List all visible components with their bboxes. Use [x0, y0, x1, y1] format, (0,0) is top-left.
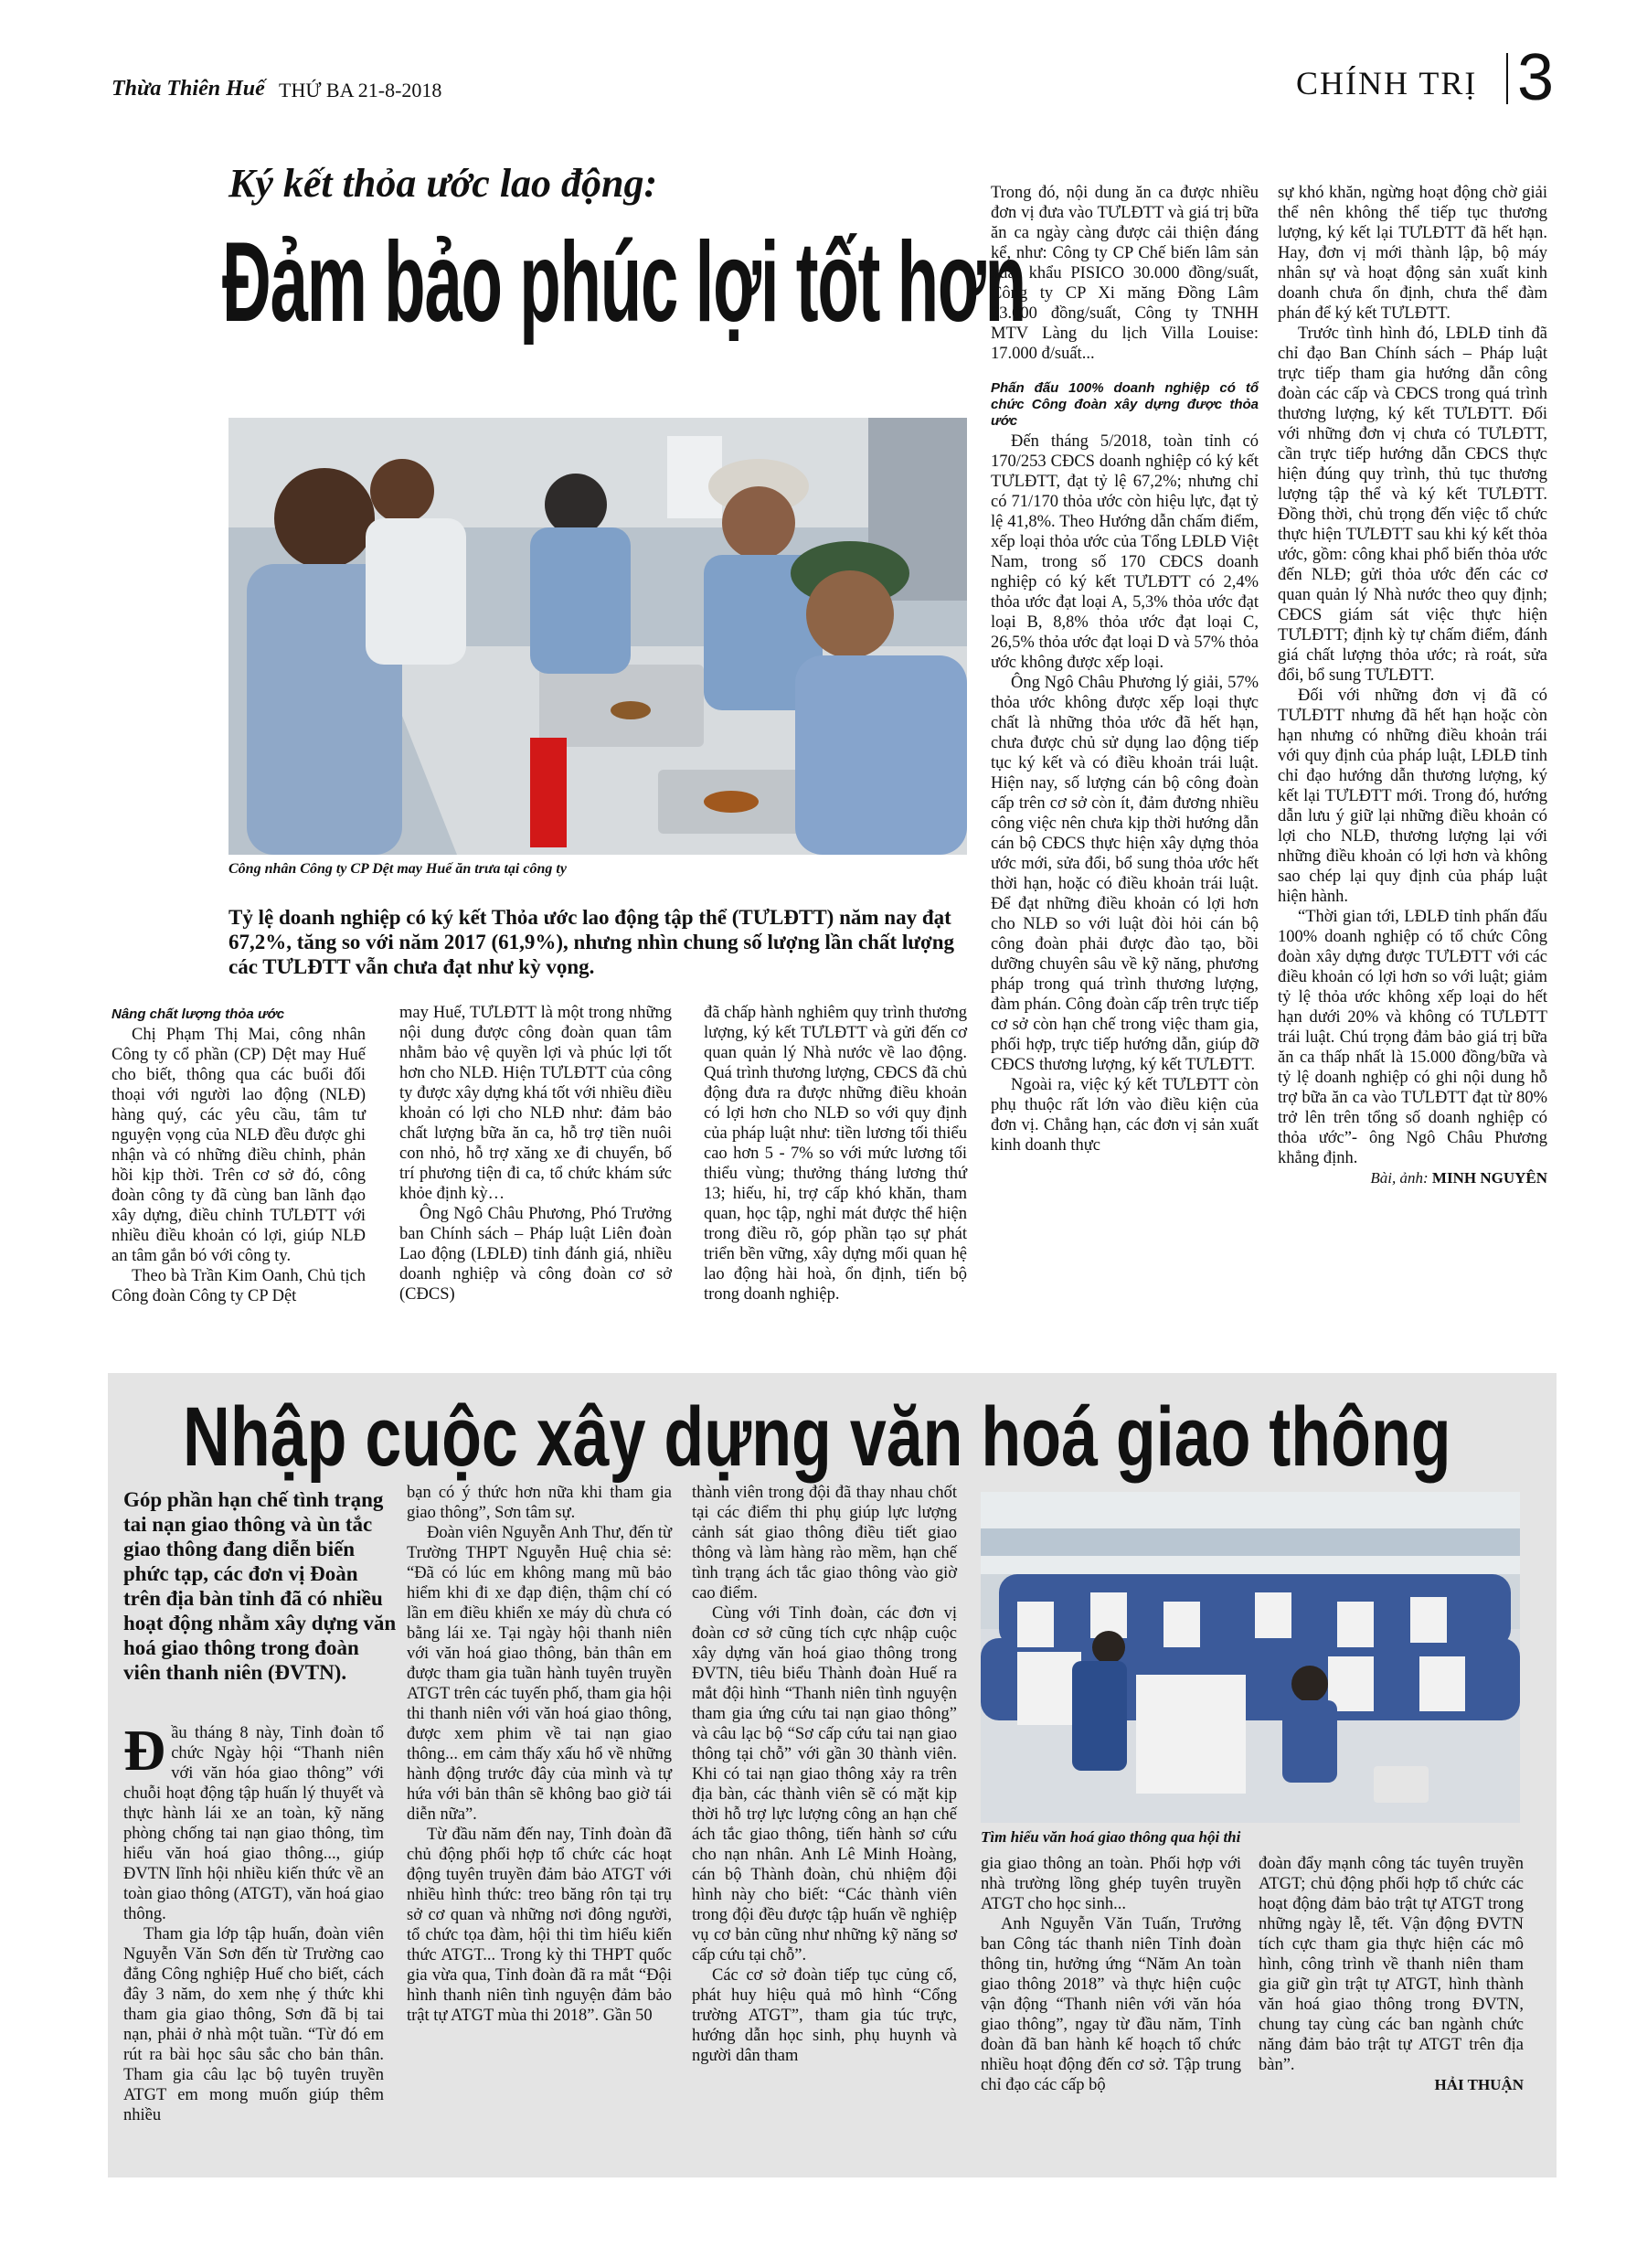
- article1-photo-caption: Công nhân Công ty CP Dệt may Huế ăn trưa tại công ty: [228, 861, 567, 877]
- paragraph: đoàn đẩy mạnh công tác tuyên truyền ATGT; chủ động phối hợp tổ chức các hoạt động đảm bảo trật tự ATGT trong những ngày lễ, tết. Vận động ĐVTN tích cực tham gia thực hiện các mô hình, công trình về thanh niên tham gia giữ gìn trật tự ATGT, hình thành văn hoá giao thông trong ĐVTN, chung tay cùng các ban ngành chức năng đảm bảo trật tự ATGT trên địa bàn”.: [1259, 1855, 1524, 2074]
- paragraph: Ông Ngô Châu Phương, Phó Trưởng ban Chính sách – Pháp luật Liên đoàn Lao động (LĐLĐ) tỉnh đánh giá, nhiều doanh nghiệp và công đoàn cơ sở (CĐCS): [399, 1205, 672, 1304]
- article2-column-1: [123, 1718, 384, 2125]
- paragraph: Theo bà Trần Kim Oanh, Chủ tịch Công đoàn Công ty CP Dệt: [112, 1267, 366, 1305]
- article1-column-2: [399, 1003, 672, 1304]
- article2-column-2: [407, 1483, 672, 2026]
- article1-column-5: [1278, 183, 1547, 1188]
- paragraph: Trong đó, nội dung ăn ca được nhiều đơn vị đưa vào TƯLĐTT và giá trị bữa ăn ca ngày càng được cải thiện đáng kể, như: Công ty CP Chế biến lâm sản xuất khẩu PISICO 30.000 đồng/suất, Công ty CP Xi măng Đồng Lâm 23.000 đồng/suất, Công ty TNHH MTV Làng du lịch Villa Louise: 17.000 đ/suất...: [991, 184, 1259, 363]
- traffic-quiz-photo: [981, 1492, 1520, 1823]
- paragraph: Đối với những đơn vị đã có TƯLĐTT nhưng đã hết hạn hoặc còn hạn nhưng có những điều khoản trái với quy định của pháp luật, LĐLĐ tỉnh chỉ đạo hướng dẫn thương lượng, ký kết lại TƯLĐTT mới. Trong đó, hướng dẫn lưu ý giữ lại những điều khoản có lợi cho NLĐ, thương lượng lại với những điều khoản có lợi hơn và không sao chép lại quy định của pháp luật hiện hành.: [1278, 687, 1547, 906]
- paragraph: “Thời gian tới, LĐLĐ tỉnh phấn đấu 100% doanh nghiệp có tổ chức Công đoàn xây dựng được TƯLĐTT với các điều khoản có lợi hơn so với luật; giảm tỷ lệ thỏa ước không xếp loại do hết hạn dưới 20% và không có TƯLĐTT trái luật. Chú trọng đảm bảo giá trị bữa ăn ca thấp nhất là 15.000 đồng/bữa và tỷ lệ doanh nghiệp có ghi nội dung hỗ trợ bữa ăn ca vào TƯLĐTT đạt từ 80% trở lên trên tổng số doanh nghiệp có thỏa ước”- ông Ngô Châu Phương khẳng định.: [1278, 908, 1547, 1167]
- paragraph: [123, 1718, 384, 1924]
- header-divider: [1506, 53, 1508, 104]
- workers-lunch-photo: [228, 418, 967, 855]
- article1-column-3: [704, 1003, 967, 1304]
- article1-column-4: [991, 183, 1259, 1155]
- paragraph: Tham gia lớp tập huấn, đoàn viên Nguyễn Văn Sơn đến từ Trường cao đẳng Công nghiệp Huế cho biết, cách đây 3 năm, do xem nhẹ ý thức khi tham gia giao thông, Sơn đã bị tai nạn, phải ở nhà một tuần. “Từ đó em rút ra bài học sâu sắc cho bản thân. Tham gia câu lạc bộ tuyên truyền ATGT em mong muốn giúp thêm nhiều: [123, 1925, 384, 2124]
- article1-column-1: [112, 1003, 366, 1306]
- paragraph: thành viên trong đội đã thay nhau chốt tại các điểm thi phụ giúp lực lượng cảnh sát giao thông điều tiết giao thông và làm hàng rào mềm, hạn chế tình trạng ách tắc giao thông vào giờ cao điểm.: [692, 1484, 957, 1603]
- paragraph: Chị Phạm Thị Mai, công nhân Công ty cổ phần (CP) Dệt may Huế cho biết, thông qua các buổi đối thoại với người lao động (NLĐ) hàng quý, các yêu cầu, tâm tư nguyện vọng của NLĐ đều được ghi nhận và có những điều chỉnh, phản hồi kịp thời. Trên cơ sở đó, công đoàn công ty đã cùng ban lãnh đạo xây dựng, điều chỉnh TƯLĐTT với nhiều điều khoản có lợi, giúp NLĐ an tâm gắn bó với công ty.: [112, 1026, 366, 1265]
- section-name: CHÍNH TRỊ: [1296, 65, 1478, 101]
- paragraph: đã chấp hành nghiêm quy trình thương lượng, ký kết TƯLĐTT và gửi đến cơ quan quản lý Nhà nước về lao động. Quá trình thương lượng, CĐCS đã chủ động đưa ra được những điều khoản có lợi hơn cho NLĐ so với quy định của pháp luật như: tiền lương tối thiểu cao hơn 5 - 7% so với mức lương tối thiểu vùng; thưởng tháng lương thứ 13; hiếu, hỉ, trợ cấp khó khăn, tham quan, học tập, nghỉ mát được thể hiện trong điều rõ, góp phần tạo sự phát triển bền vững, xây dựng mối quan hệ lao động hài hoà, ổn định, tiến bộ trong doanh nghiệp.: [704, 1004, 967, 1304]
- paragraph: Ông Ngô Châu Phương lý giải, 57% thỏa ước không được xếp loại thực chất là những thỏa ước đã hết hạn, chưa được chủ sử dụng lao động tiếp tục ký kết và có điều khoản trái luật. Hiện nay, số lượng cán bộ công đoàn cấp trên cơ sở còn ít, đảm đương nhiều công việc nên chưa kịp thời hướng dẫn cán bộ CĐCS thực hiện xây dựng thỏa ước mới, sửa đổi, bổ sung thỏa ước hết thời hạn, hoặc có điều khoản trái luật. Để đạt những điều khoản có lợi hơn cho NLĐ so với luật đòi hỏi cán bộ công đoàn phải được đào tạo, bồi dưỡng chuyên sâu về kỹ năng, phương pháp trong quá trình thương lượng, đàm phán. Công đoàn cấp trên trực tiếp cơ sở còn hạn chế trong việc tham gia, phối hợp, trực tiếp hướng dẫn, giúp đỡ CĐCS thương lượng, ký kết TƯLĐTT.: [991, 674, 1259, 1074]
- article1-byline: [1278, 1168, 1547, 1188]
- photo-workers-lunch-icon: [228, 418, 967, 855]
- paragraph: Các cơ sở đoàn tiếp tục củng cố, phát huy hiệu quả mô hình “Cổng trường ATGT”, tham gia túc trực, hướng dẫn học sinh, phụ huynh và người dân tham: [692, 1966, 957, 2065]
- paragraph: sự khó khăn, ngừng hoạt động chờ giải thể nên không thể tiếp tục thương lượng, ký kết lại TƯLĐTT đã hết hạn. Hay, đơn vị mới thành lập, bộ máy nhân sự và hoạt động sản xuất kinh doanh chưa ổn định, chưa thể đàm phán để ký kết TƯLĐTT.: [1278, 184, 1547, 323]
- article2-headline: Nhập cuộc xây dựng văn hoá giao thông: [183, 1390, 1451, 1484]
- paragraph: gia giao thông an toàn. Phối hợp với nhà trường lồng ghép tuyên truyền ATGT cho học sinh...: [981, 1855, 1241, 1913]
- byline-prefix: Bài, ảnh:: [1370, 1169, 1429, 1187]
- paragraph: Cùng với Tỉnh đoàn, các đơn vị đoàn cơ sở cũng tích cực nhập cuộc xây dựng văn hoá giao thông trong ĐVTN, tiêu biểu Thành đoàn Huế ra mắt đội hình “Thanh niên tình nguyện tham gia ứng cứu tai nạn giao thông” và câu lạc bộ “Sơ cấp cứu tai nạn giao thông tại chỗ” với gần 30 thành viên. Khi có tai nạn giao thông xảy ra trên địa bàn, các thành viên sẽ có mặt kịp thời hỗ trợ lực lượng công an hạn chế ách tắc giao thông, tiến hành sơ cứu cho nạn nhân. Anh Lê Minh Hoàng, cán bộ Thành đoàn, chủ nhiệm đội hình này cho biết: “Các thành viên trong đội đều được tập huấn về nghiệp vụ cơ bản cũng như những kỹ năng sơ cấp cứu tại chỗ”.: [692, 1604, 957, 1965]
- paragraph: may Huế, TƯLĐTT là một trong những nội dung được công đoàn quan tâm nhằm bảo vệ quyền lợi và phúc lợi tốt hơn cho NLĐ. Hiện TƯLĐTT của công ty được xây dựng khá tốt với nhiều điều khoản có lợi cho NLĐ như: đảm bảo chất lượng bữa ăn ca, hỗ trợ tiền nuôi con nhỏ, hỗ trợ xăng xe đi chuyển, bố trí phương tiện đi ca, tổ chức khám sức khỏe định kỳ…: [399, 1004, 672, 1203]
- paragraph: bạn có ý thức hơn nữa khi tham gia giao thông”, Sơn tâm sự.: [407, 1484, 672, 1522]
- dropcap: Đ: [123, 1718, 166, 1783]
- paragraph: Đến tháng 5/2018, toàn tỉnh có 170/253 CĐCS doanh nghiệp có ký kết TƯLĐTT, đạt tỷ lệ 67,2%; nhưng chỉ có 71/170 thỏa ước còn hiệu lực, đạt tỷ lệ 41,8%. Theo Hướng dẫn chấm điểm, xếp loại thỏa ước của Tổng LĐLĐ Việt Nam, trong số 170 CĐCS doanh nghiệp có ký kết TƯLĐTT có 2,4% thỏa ước đạt loại A, 5,3% thỏa ước đạt loại B, 8,8% thỏa ước đạt loại C, 26,5% thỏa ước đạt loại D và 57% thỏa ước không được xếp loại.: [991, 432, 1259, 672]
- page-number: 3: [1517, 41, 1555, 114]
- article2-signature: HẢI THUẬN: [1434, 2076, 1524, 2093]
- paragraph: Ngoài ra, việc ký kết TƯLĐTT còn phụ thuộc rất lớn vào điều kiện của đơn vị. Chẳng hạn, các đơn vị sản xuất kinh doanh thực: [991, 1076, 1259, 1155]
- article2-column-4: [981, 1854, 1241, 2095]
- article1-kicker: Ký kết thỏa ước lao động:: [228, 161, 658, 206]
- paragraph: Trước tình hình đó, LĐLĐ tỉnh đã chỉ đạo Ban Chính sách – Pháp luật trực tiếp tham gia hướng dẫn công đoàn các cấp và CĐCS trong quá trình thương lượng, ký kết TƯLĐTT. Đối với những đơn vị chưa có TƯLĐTT, cần trực tiếp hướng dẫn CĐCS thực hiện đúng quy trình, thủ tục thương lượng tập thể và ký kết TƯLĐTT. Đồng thời, chủ trọng đến việc tổ chức thực hiện TƯLĐTT sau khi ký kết thỏa ước, gồm: công khai phổ biến thỏa ước đến NLĐ; gửi thỏa ước đến các cơ quan quản lý Nhà nước theo quy định; CĐCS giám sát việc thực hiện TƯLĐTT; định kỳ tự chấm điểm, đánh giá chất lượng thỏa ước; rà roát, sửa đổi, bổ sung TƯLĐTT.: [1278, 325, 1547, 685]
- article2-photo-caption: Tìm hiểu văn hoá giao thông qua hội thi: [981, 1828, 1241, 1846]
- issue-date: THỨ BA 21-8-2018: [279, 79, 442, 101]
- article1-headline: Đảm bảo phúc lợi tốt hơn: [222, 219, 1025, 346]
- newspaper-name: Thừa Thiên Huế: [112, 77, 265, 101]
- photo-traffic-quiz-icon: [981, 1492, 1520, 1823]
- paragraph: Anh Nguyễn Văn Tuấn, Trưởng ban Công tác thanh niên Tỉnh đoàn thông tin, hưởng ứng “Năm An toàn giao thông 2018” và thực hiện cuộc vận động “Thanh niên với văn hóa giao thông”, ngay từ đầu năm, Tỉnh đoàn đã ban hành kế hoạch tổ chức nhiều hoạt động đến cơ sở. Tập trung chỉ đạo các cấp bộ: [981, 1915, 1241, 2094]
- byline-name: MINH NGUYÊN: [1431, 1169, 1547, 1187]
- article1-lede: Tỷ lệ doanh nghiệp có ký kết Thỏa ước lao động tập thể (TƯLĐTT) năm nay đạt 67,2%, tăng so với năm 2017 (61,9%), nhưng nhìn chung số lượng lần chất lượng các TƯLĐTT vẫn chưa đạt như kỳ vọng.: [228, 906, 955, 978]
- article2-column-3: [692, 1483, 957, 2066]
- paragraph: Từ đầu năm đến nay, Tỉnh đoàn đã chủ động phối hợp tổ chức các hoạt động tuyên truyền đảm bảo ATGT với nhiều hình thức: treo băng rôn tại trụ sở cơ quan và những nơi đông người, tổ chức tọa đàm, hội thi tìm hiểu kiến thức ATGT... Trong kỳ thi THPT quốc gia vừa qua, Tỉnh đoàn đã ra mắt “Đội hình thanh niên tình nguyện đảm bảo trật tự ATGT mùa thi 2018”. Gần 50: [407, 1826, 672, 2025]
- paragraph-text: ầu tháng 8 này, Tỉnh đoàn tổ chức Ngày hội “Thanh niên với văn hóa giao thông” với chuỗi hoạt động tập huấn lý thuyết và thực hành lái xe an toàn, kỹ năng phòng chống tai nạn giao thông, tìm hiểu văn hoá giao thông..., giúp ĐVTN lĩnh hội nhiều kiến thức về an toàn giao thông (ATGT), văn hoá giao thông.: [123, 1724, 384, 1923]
- article1-subhead-1: Nâng chất lượng thỏa ước: [112, 1006, 285, 1022]
- article2-column-5: [1259, 1854, 1524, 2095]
- article1-subhead-2: Phấn đấu 100% doanh nghiệp có tổ chức Công đoàn xây dựng được thỏa ước: [991, 380, 1259, 429]
- paragraph: Đoàn viên Nguyễn Anh Thư, đến từ Trường THPT Nguyễn Huệ chia sẻ: “Đã có lúc em không mang mũ bảo hiểm khi đi xe đạp điện, thậm chí có lần em điều khiển xe máy dù chưa có bằng lái xe. Tại ngày hội thanh niên với văn hoá giao thông, bản thân em được tham gia tuần hành tuyên truyền ATGT trên các tuyến phố, tham gia hội thi thanh niên với văn hoá giao thông, được xem phim về tai nạn giao thông... em cảm thấy xấu hổ về những hành động trước đây của mình và tự hứa với bản thân sẽ không bao giờ tái diễn nữa”.: [407, 1524, 672, 1824]
- article2-lede: Góp phần hạn chế tình trạng tai nạn giao thông và ùn tắc giao thông đang diễn biến phức tạp, các đơn vị Đoàn trên địa bàn tỉnh đã có nhiều hoạt động nhằm xây dựng văn hoá giao thông trong đoàn viên thanh niên (ĐVTN).: [123, 1488, 397, 1684]
